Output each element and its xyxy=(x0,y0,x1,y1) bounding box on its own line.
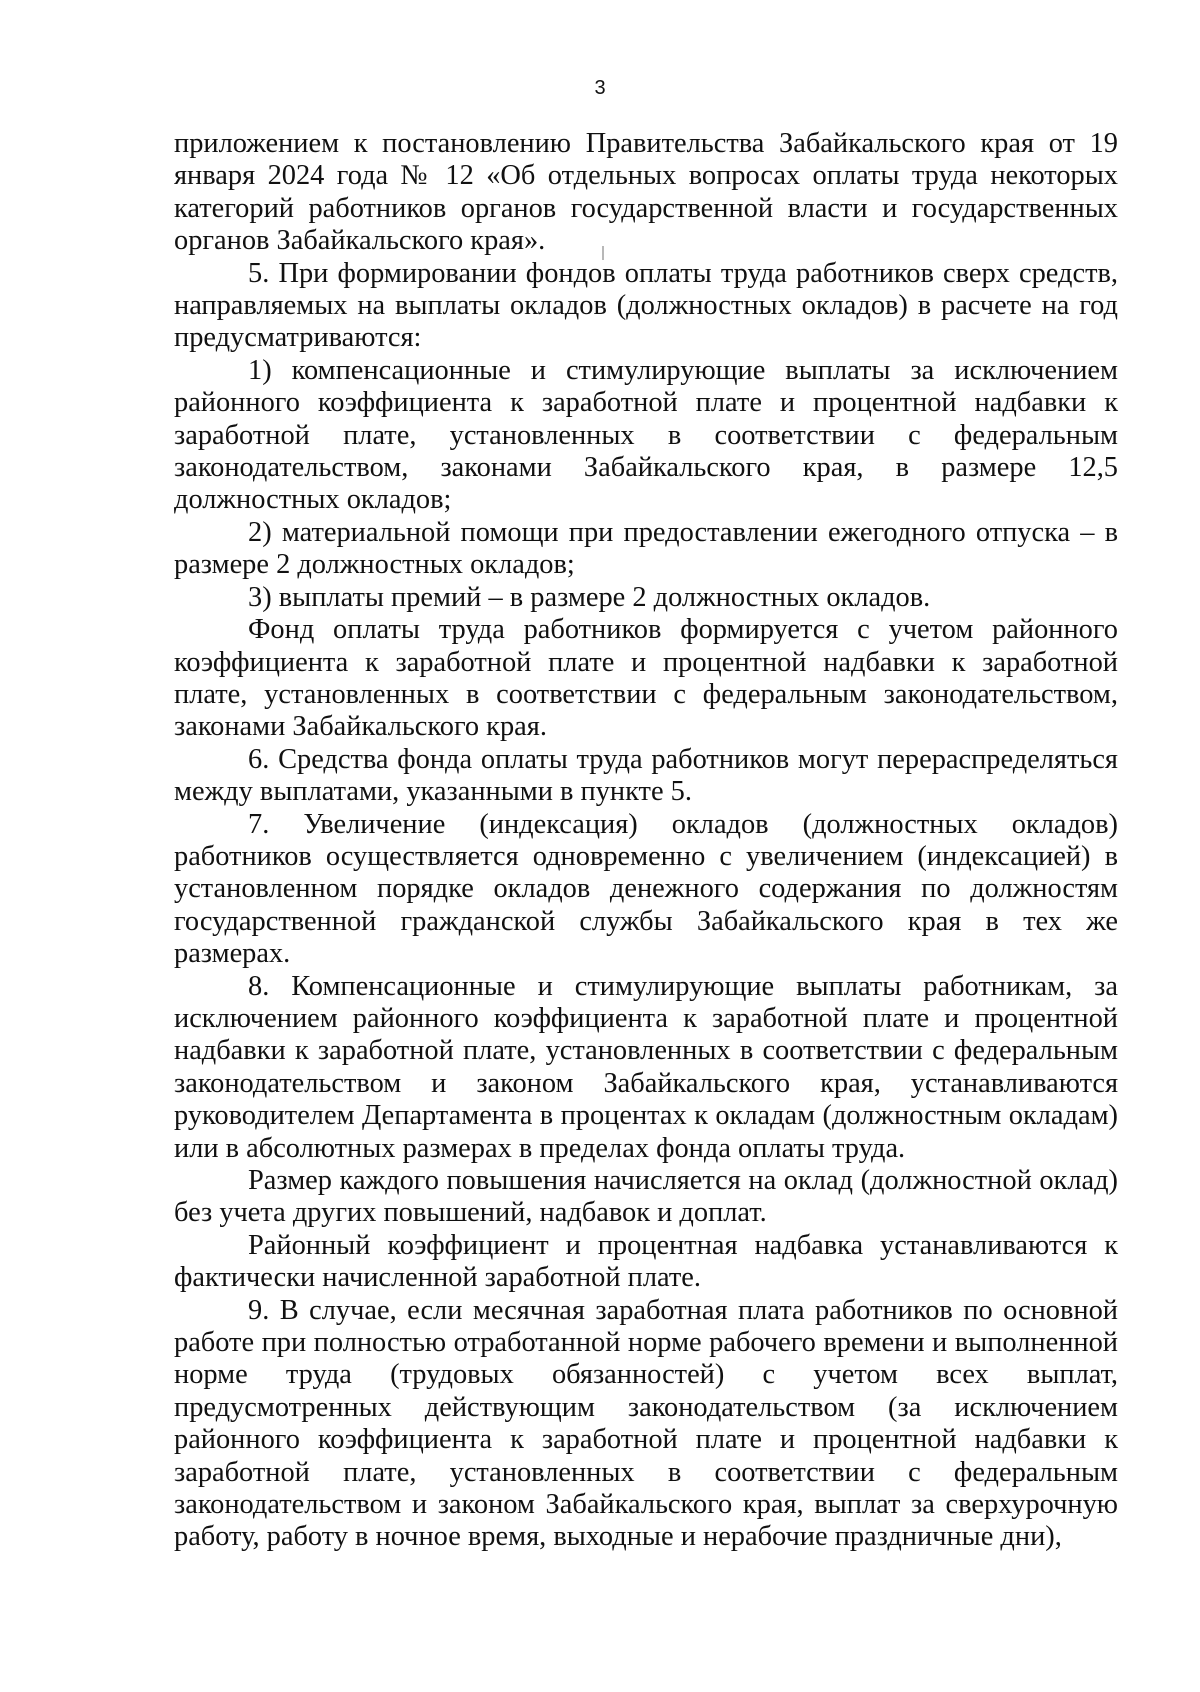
paragraph: Районный коэффициент и процентная надбавка устанавливаются к фактически начисленной заработной плате. xyxy=(174,1229,1118,1294)
paragraph: 9. В случае, если месячная заработная плата работников по основной работе при полностью отработанной норме рабочего времени и выполненной норме труда (трудовых обязанностей) с учетом всех выплат, предусмотренных действующим законодательством (за исключением районного коэффициента к заработной плате и процентной надбавки к заработной плате, установленных в соответствии с федеральным законодательством и законом Забайкальского края, выплат за сверхурочную работу, работу в ночное время, выходные и нерабочие праздничные дни), xyxy=(174,1294,1118,1553)
paragraph: 3) выплаты премий – в размере 2 должностных окладов. xyxy=(248,581,931,613)
paragraph: 8. Компенсационные и стимулирующие выплаты работникам, за исключением районного коэффициента к заработной плате и процентной надбавки к заработной плате, установленных в соответствии с федеральным законодательством и законом Забайкальского края, устанавливаются руководителем Департамента в процентах к окладам (должностным окладам) или в абсолютных размерах в пределах фонда оплаты труда. xyxy=(174,970,1118,1164)
document-body xyxy=(174,128,1118,1554)
paragraph: приложением к постановлению Правительства Забайкальского края от 19 января 2024 года № 12 «Об отдельных вопросах оплаты труда некоторых категорий работников органов государственной власти и государственных органов Забайкальского края». xyxy=(174,128,1118,257)
paragraph: Размер каждого повышения начисляется на оклад (должностной оклад) без учета других повышений, надбавок и доплат. xyxy=(174,1165,1118,1229)
paragraph: 1) компенсационные и стимулирующие выплаты за исключением районного коэффициента к заработной плате и процентной надбавки к заработной плате, установленных в соответствии с федеральным законодательством, законами Забайкальского края, в размере 12,5 должностных окладов; xyxy=(174,354,1118,516)
paragraph: 6. Средства фонда оплаты труда работников могут перераспределяться между выплатами, указанными в пункте 5. xyxy=(174,743,1118,808)
page-number: 3 xyxy=(594,77,606,99)
paragraph: 2) материальной помощи при предоставлении ежегодного отпуска – в размере 2 должностных окладов; xyxy=(174,516,1118,581)
paragraph: Фонд оплаты труда работников формируется с учетом районного коэффициента к заработной плате и процентной надбавки к заработной плате, установленных в соответствии с федеральным законодательством, законами Забайкальского края. xyxy=(174,614,1118,743)
paragraph: 7. Увеличение (индексация) окладов (должностных окладов) работников осуществляется одновременно с увеличением (индексацией) в установленном порядке окладов денежного содержания по должностям государственной гражданской службы Забайкальского края в тех же размерах. xyxy=(174,808,1118,970)
paragraph: 5. При формировании фондов оплаты труда работников сверх средств, направляемых на выплаты окладов (должностных окладов) в расчете на год предусматриваются: xyxy=(174,257,1118,354)
